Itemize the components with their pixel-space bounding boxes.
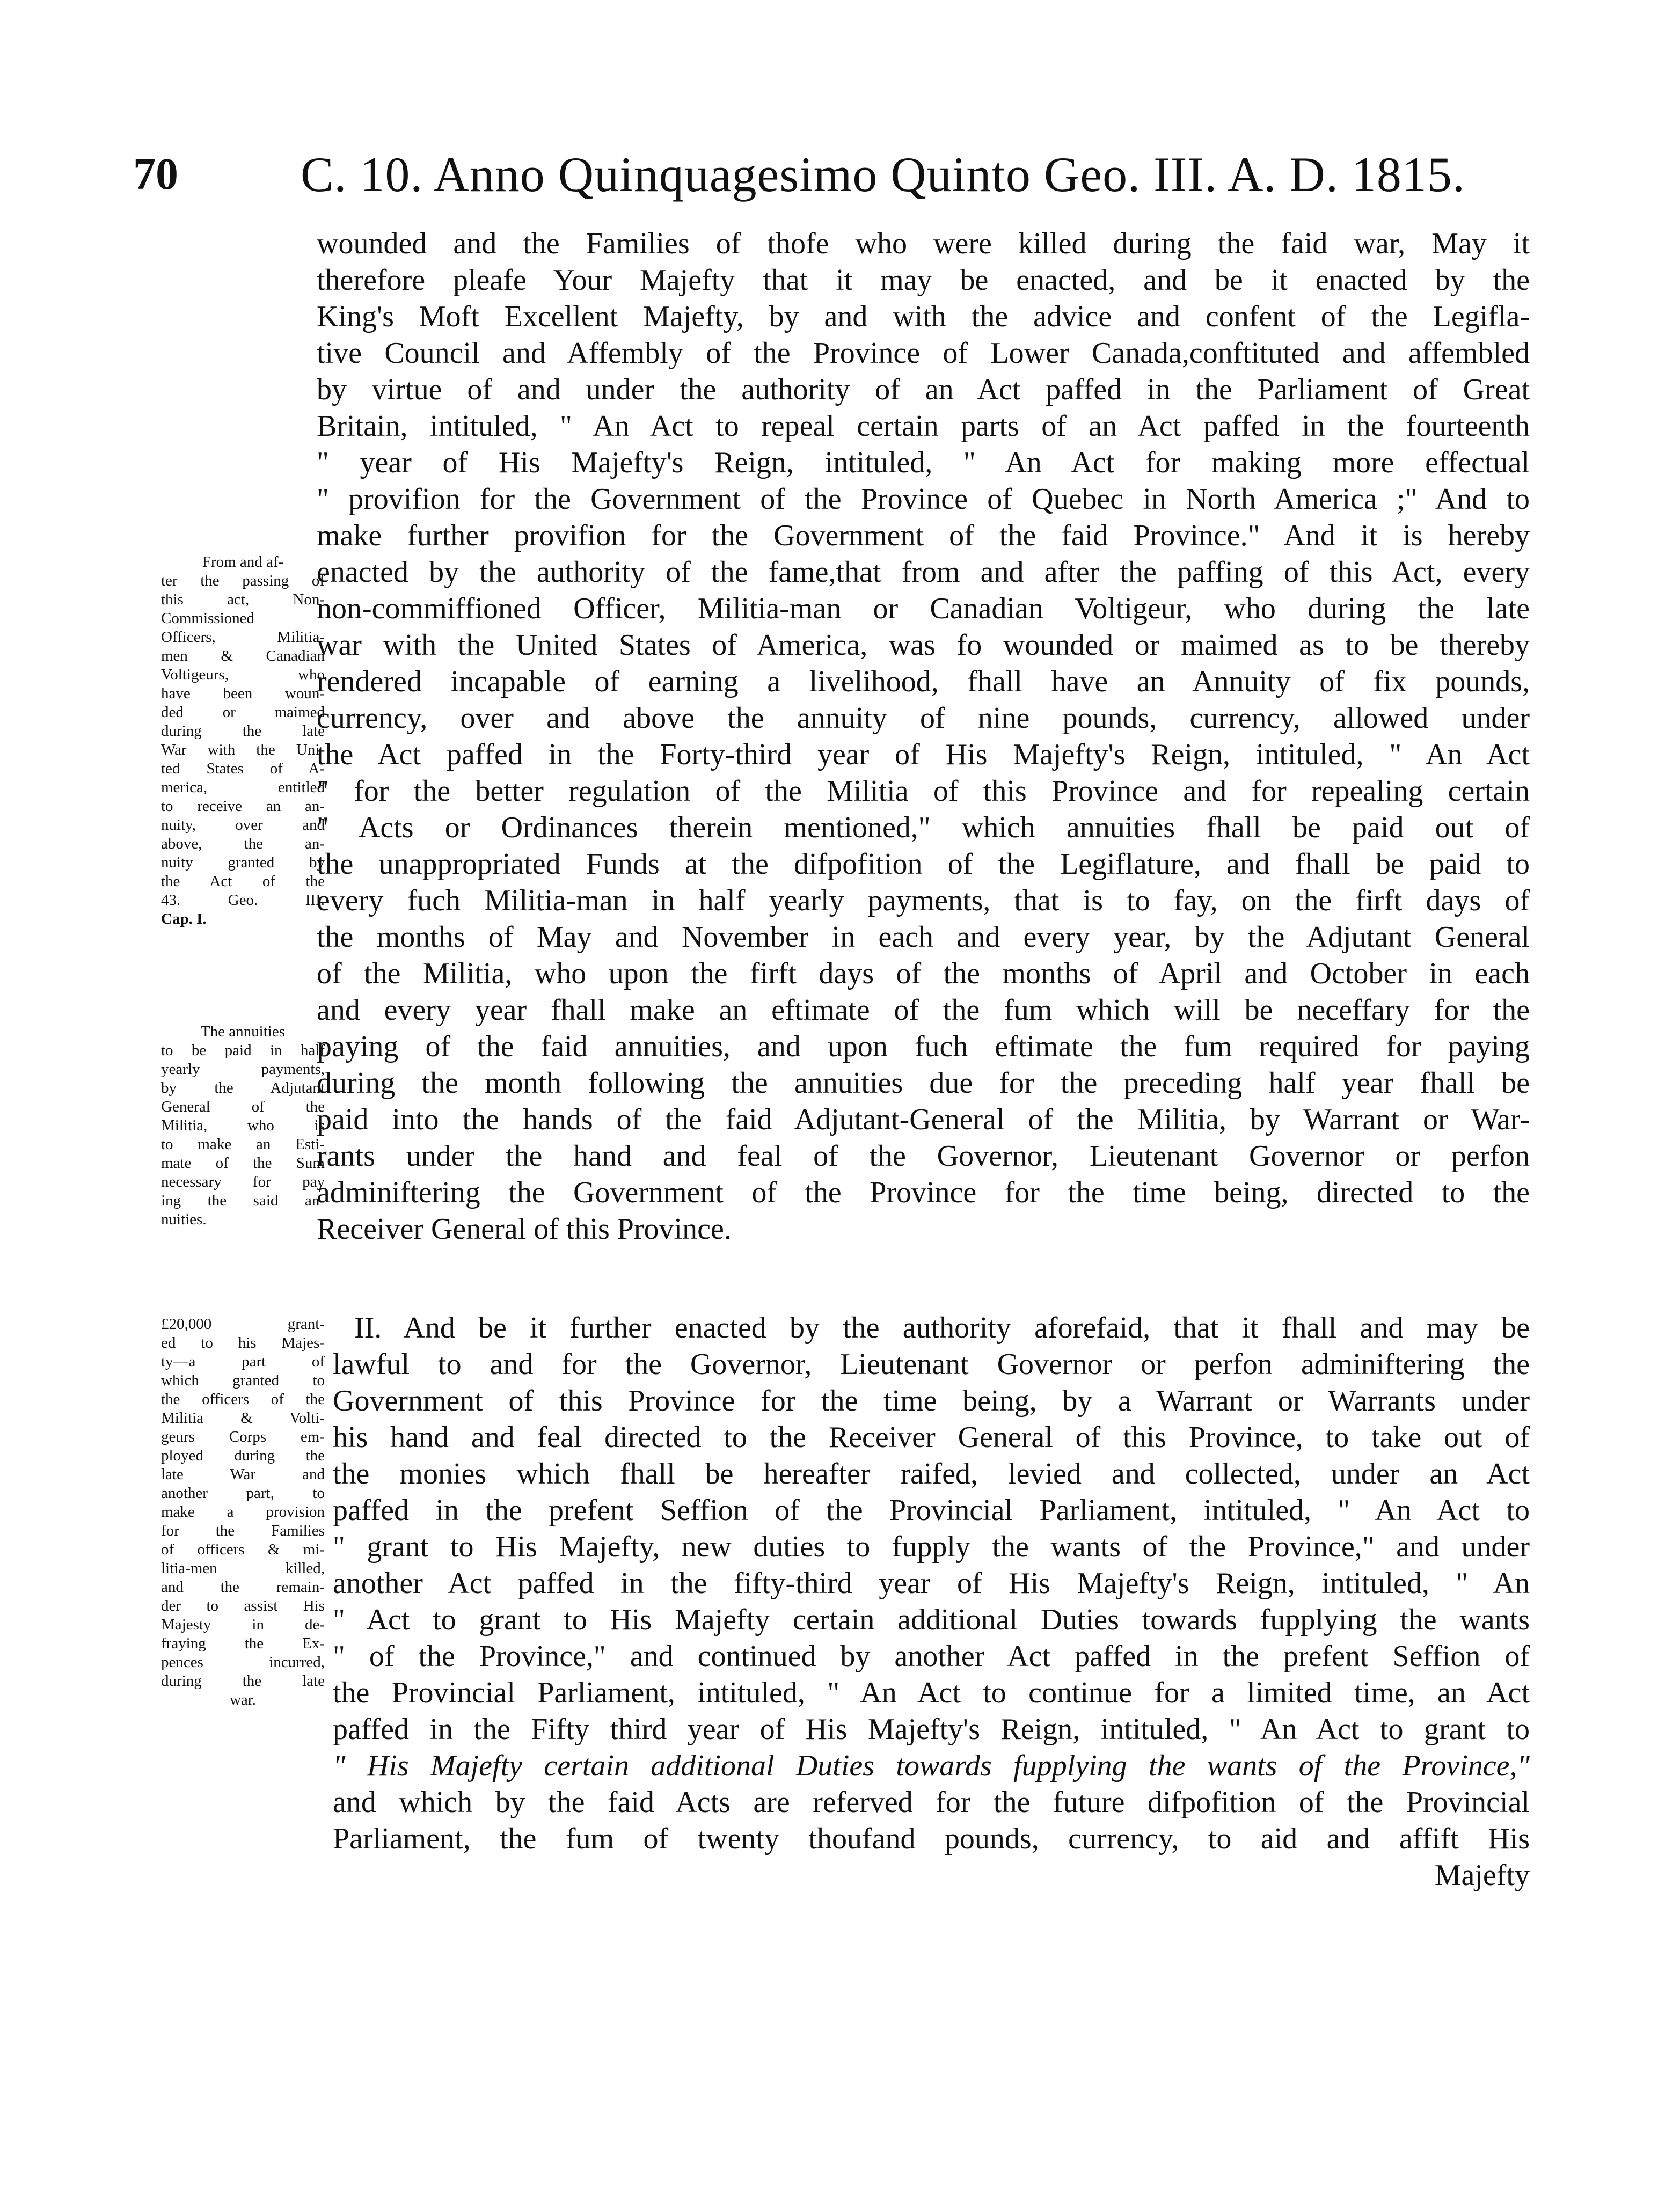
body-line: during the month following the annuities due for the preceding half year fhall be — [317, 1066, 1530, 1100]
margin-line: Militia & Volti- — [161, 1409, 325, 1427]
body-line: paffed in the Fifty third year of His Majefty's Reign, intituled, " An Act to grant to — [333, 1713, 1530, 1746]
margin-line: the officers of the — [161, 1391, 325, 1408]
margin-line: litia-men killed, — [161, 1560, 325, 1577]
body-line: war with the United States of America, was fo wounded or maimed as to be thereby — [317, 629, 1530, 662]
margin-line: ed to his Majes- — [161, 1334, 325, 1351]
margin-line: ployed during the — [161, 1447, 325, 1464]
body-line: by virtue of and under the authority of an Act paffed in the Parliament of Great — [317, 373, 1530, 406]
margin-line: General of the — [161, 1098, 325, 1115]
margin-line: The annuities — [200, 1023, 286, 1040]
body-line: the Act paffed in the Forty-third year of His Majefty's Reign, intituled, " An Act — [317, 738, 1530, 771]
margin-line: pences incurred, — [161, 1654, 325, 1671]
body-line: " for the better regulation of the Militia of this Province and for repealing certain — [317, 774, 1530, 808]
margin-line: yearly payments, — [161, 1061, 325, 1078]
body-line: paffed in the prefent Seffion of the Provincial Parliament, intituled, " An Act to — [333, 1494, 1530, 1527]
body-line: lawful to and for the Governor, Lieutenant Governor or perfon adminiftering the — [333, 1348, 1530, 1381]
margin-line: during the late — [161, 722, 325, 740]
page-number: 70 — [133, 149, 178, 199]
margin-line: nuity granted by — [161, 854, 325, 871]
margin-line: fraying the Ex- — [161, 1635, 325, 1652]
body-line: rants under the hand and feal of the Governor, Lieutenant Governor or perfon — [317, 1139, 1530, 1173]
body-line: the Provincial Parliament, intituled, " An Act to continue for a limited time, an Act — [333, 1676, 1530, 1709]
margin-line: der to assist His — [161, 1597, 325, 1614]
body-line: " Acts or Ordinances therein mentioned," which annuities fhall be paid out of — [317, 811, 1530, 844]
body-line: tive Council and Affembly of the Province of Lower Canada,conftituted and affembled — [317, 337, 1530, 370]
body-line: every fuch Militia-man in half yearly payments, that is to fay, on the firft days of — [317, 884, 1530, 917]
body-line: King's Moft Excellent Majefty, by and with the advice and confent of the Legifla- — [317, 300, 1530, 333]
margin-line: mate of the Sum — [161, 1154, 325, 1172]
margin-line: this act, Non- — [161, 591, 325, 608]
margin-line: for the Families — [161, 1522, 325, 1539]
margin-line: by the Adjutant — [161, 1079, 325, 1097]
body-line: " His Majefty certain additional Duties towards fupplying the wants of the Province," — [333, 1749, 1530, 1782]
body-line: rendered incapable of earning a livelihood, fhall have an Annuity of fix pounds, — [317, 665, 1530, 698]
margin-line: Cap. I. — [161, 910, 207, 927]
body-line: the months of May and November in each and every year, by the Adjutant General — [317, 920, 1530, 954]
margin-line: ded or maimed — [161, 704, 325, 721]
margin-line: make a provision — [161, 1503, 325, 1521]
margin-line: of officers & mi- — [161, 1541, 325, 1558]
margin-line: which granted to — [161, 1372, 325, 1389]
body-line: " of the Province," and continued by another Act paffed in the prefent Seffion of — [333, 1640, 1530, 1673]
body-line: the monies which fhall be hereafter raifed, levied and collected, under an Act — [333, 1457, 1530, 1490]
body-line: another Act paffed in the fifty-third year of His Majefty's Reign, intituled, " An — [333, 1567, 1530, 1600]
margin-line: war. — [229, 1691, 257, 1708]
margin-line: £20,000 grant- — [161, 1316, 325, 1333]
body-line: of the Militia, who upon the firft days of the months of April and October in each — [317, 957, 1530, 990]
margin-line: 43. Geo. III. — [161, 891, 325, 909]
margin-line: late War and — [161, 1466, 325, 1483]
body-line: wounded and the Families of thofe who were killed during the faid war, May it — [317, 227, 1530, 260]
body-line: Receiver General of this Province. — [317, 1212, 732, 1246]
body-line: therefore pleafe Your Majefty that it may be enacted, and be it enacted by the — [317, 264, 1530, 297]
margin-line: nuity, over and — [161, 816, 325, 834]
margin-line: War with the Uni- — [161, 741, 325, 758]
margin-line: Commissioned — [161, 610, 255, 627]
page-header — [0, 145, 1680, 209]
margin-line: merica, entitled — [161, 779, 325, 796]
margin-line: and the remain- — [161, 1579, 325, 1596]
body-line: and every year fhall make an eftimate of the fum which will be neceffary for the — [317, 993, 1530, 1027]
body-line: the unappropriated Funds at the difpofition of the Legiflature, and fhall be paid to — [317, 847, 1530, 881]
running-head: C. 10. Anno Quinquagesimo Quinto Geo. III. A. D. 1815. — [301, 147, 1465, 202]
margin-line: Militia, who is — [161, 1117, 325, 1134]
margin-line: From and af- — [202, 553, 284, 571]
margin-line: ty—a part of — [161, 1353, 325, 1370]
body-line: Britain, intituled, " An Act to repeal certain parts of an Act paffed in the fourteenth — [317, 410, 1530, 443]
body-line: " grant to His Majefty, new duties to fupply the wants of the Province," and under — [333, 1530, 1530, 1563]
margin-line: Voltigeurs, who — [161, 666, 325, 683]
body-line: enacted by the authority of the fame,that from and after the paffing of this Act, every — [317, 556, 1530, 589]
body-line: non-commiffioned Officer, Militia-man or Canadian Voltigeur, who during the late — [317, 592, 1530, 625]
margin-line: to be paid in half — [161, 1042, 325, 1059]
margin-line: have been woun- — [161, 685, 325, 702]
body-line: " year of His Majefty's Reign, intituled, " An Act for making more effectual — [317, 446, 1530, 479]
body-line: and which by the faid Acts are referved for the future difpofition of the Provincial — [333, 1786, 1530, 1819]
body-line: paying of the faid annuities, and upon fuch eftimate the fum required for paying — [317, 1030, 1530, 1063]
body-line: II. And be it further enacted by the authority aforefaid, that it fhall and may be — [354, 1311, 1530, 1344]
margin-line: the Act of the — [161, 873, 325, 890]
body-line: his hand and feal directed to the Receiver General of this Province, to take out of — [333, 1421, 1530, 1454]
margin-line: to receive an an- — [161, 798, 325, 815]
body-line: " Act to grant to His Majefty certain additional Duties towards fupplying the wants — [333, 1603, 1530, 1636]
margin-line: Officers, Militia- — [161, 629, 325, 646]
body-line: currency, over and above the annuity of nine pounds, currency, allowed under — [317, 701, 1530, 735]
catchword: Majefty — [1434, 1859, 1530, 1892]
body-line: " provifion for the Government of the Province of Quebec in North America ;" And to — [317, 483, 1530, 516]
margin-line: nuities. — [161, 1211, 207, 1228]
margin-line: ter the passing of — [161, 572, 325, 589]
body-line: Parliament, the fum of twenty thoufand pounds, currency, to aid and affift His — [333, 1822, 1530, 1855]
margin-line: another part, to — [161, 1485, 325, 1502]
body-line: paid into the hands of the faid Adjutant-General of the Militia, by Warrant or War- — [317, 1103, 1530, 1136]
margin-line: men & Canadian — [161, 647, 325, 664]
margin-line: during the late — [161, 1672, 325, 1690]
margin-line: ing the said an- — [161, 1192, 325, 1209]
margin-line: Majesty in de- — [161, 1616, 325, 1633]
margin-line: ted States of A- — [161, 760, 325, 777]
body-line: make further provifion for the Government of the faid Province." And it is hereby — [317, 519, 1530, 552]
margin-line: above, the an- — [161, 835, 325, 852]
margin-line: necessary for pay — [161, 1173, 325, 1190]
body-line: Government of this Province for the time being, by a Warrant or Warrants under — [333, 1384, 1530, 1417]
body-line: adminiftering the Government of the Province for the time being, directed to the — [317, 1176, 1530, 1209]
margin-line: to make an Esti- — [161, 1136, 325, 1153]
margin-line: geurs Corps em- — [161, 1428, 325, 1445]
